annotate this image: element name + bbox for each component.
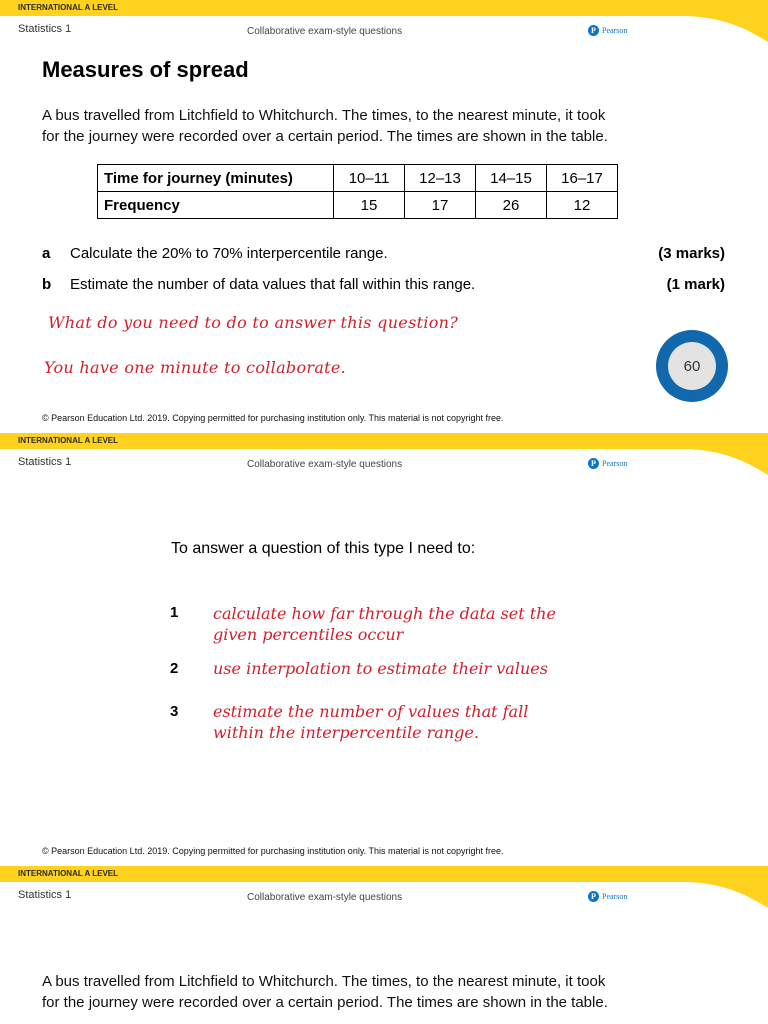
- table-cell: 15: [334, 192, 405, 219]
- subject-label: Statistics 1: [18, 23, 72, 35]
- step-number: 3: [170, 703, 179, 720]
- intro-paragraph: [42, 105, 742, 147]
- table-cell: 12: [547, 192, 618, 219]
- step-number: 2: [170, 660, 179, 677]
- table-cell: 17: [405, 192, 476, 219]
- subject-label: Statistics 1: [18, 456, 72, 468]
- section-label: Collaborative exam-style questions: [247, 459, 403, 470]
- step-line: given percentiles occur: [213, 625, 404, 644]
- question-letter: b: [42, 276, 52, 293]
- question-marks: (3 marks): [658, 245, 725, 262]
- step-line: within the interpercentile range.: [213, 723, 479, 742]
- banner-label: INTERNATIONAL A LEVEL: [18, 436, 118, 445]
- pearson-mark-icon: P: [588, 891, 599, 902]
- question-letter: a: [42, 245, 51, 262]
- table-cell: 26: [476, 192, 547, 219]
- question-text: Estimate the number of data values that fall within this range.: [70, 276, 476, 293]
- slide-1: [0, 0, 768, 433]
- intro-line-1: A bus travelled from Litchfield to Whitchurch. The times, to the nearest minute, it took: [42, 107, 606, 124]
- table-cell: 16–17: [547, 165, 618, 192]
- pearson-wordmark: Pearson: [602, 892, 628, 901]
- table-row-header: Frequency: [98, 192, 334, 219]
- banner-label: INTERNATIONAL A LEVEL: [18, 869, 118, 878]
- steps-heading: To answer a question of this type I need to:: [171, 540, 476, 557]
- page-title: Measures of spread: [42, 57, 249, 82]
- copyright-footer: © Pearson Education Ltd. 2019. Copying permitted for purchasing institution only. This material is not copyright free.: [42, 846, 504, 856]
- question-marks: (1 mark): [666, 276, 725, 293]
- prompt-question: What do you need to do to answer this question?: [48, 313, 459, 332]
- table-row: [98, 165, 618, 192]
- frequency-table: [97, 164, 618, 219]
- intro-line-1: A bus travelled from Litchfield to Whitchurch. The times, to the nearest minute, it took: [42, 973, 606, 990]
- banner-swoosh: [648, 433, 768, 475]
- prompt-collaborate: You have one minute to collaborate.: [44, 358, 347, 377]
- intro-line-2: for the journey were recorded over a certain period. The times are shown in the table.: [42, 994, 608, 1011]
- pearson-logo: [588, 25, 627, 36]
- countdown-timer: [656, 330, 728, 402]
- step-2: [213, 658, 613, 679]
- step-number: 1: [170, 604, 179, 621]
- slide-2: [0, 433, 768, 866]
- pearson-mark-icon: P: [588, 25, 599, 36]
- step-3: [213, 701, 613, 743]
- pearson-logo: [588, 891, 627, 902]
- step-1: [213, 603, 613, 645]
- table-row-header: Time for journey (minutes): [98, 165, 334, 192]
- pearson-logo: [588, 458, 627, 469]
- section-label: Collaborative exam-style questions: [247, 892, 403, 903]
- section-label: Collaborative exam-style questions: [247, 26, 403, 37]
- pearson-wordmark: Pearson: [602, 26, 628, 35]
- banner-label: INTERNATIONAL A LEVEL: [18, 3, 118, 12]
- step-line: estimate the number of values that fall: [213, 702, 529, 721]
- table-cell: 12–13: [405, 165, 476, 192]
- intro-line-2: for the journey were recorded over a certain period. The times are shown in the table.: [42, 128, 608, 145]
- pearson-mark-icon: P: [588, 458, 599, 469]
- question-text: Calculate the 20% to 70% interpercentile range.: [70, 245, 388, 262]
- table-cell: 14–15: [476, 165, 547, 192]
- table-row: [98, 192, 618, 219]
- copyright-footer: © Pearson Education Ltd. 2019. Copying permitted for purchasing institution only. This material is not copyright free.: [42, 413, 504, 423]
- subject-label: Statistics 1: [18, 889, 72, 901]
- banner-swoosh: [648, 866, 768, 908]
- step-line: use interpolation to estimate their values: [213, 659, 548, 678]
- table-cell: 10–11: [334, 165, 405, 192]
- pearson-wordmark: Pearson: [602, 459, 628, 468]
- banner-swoosh: [648, 0, 768, 42]
- intro-paragraph: [42, 971, 742, 1013]
- step-line: calculate how far through the data set the: [213, 604, 556, 623]
- timer-value: 60: [668, 342, 716, 390]
- slide-3: [0, 866, 768, 1024]
